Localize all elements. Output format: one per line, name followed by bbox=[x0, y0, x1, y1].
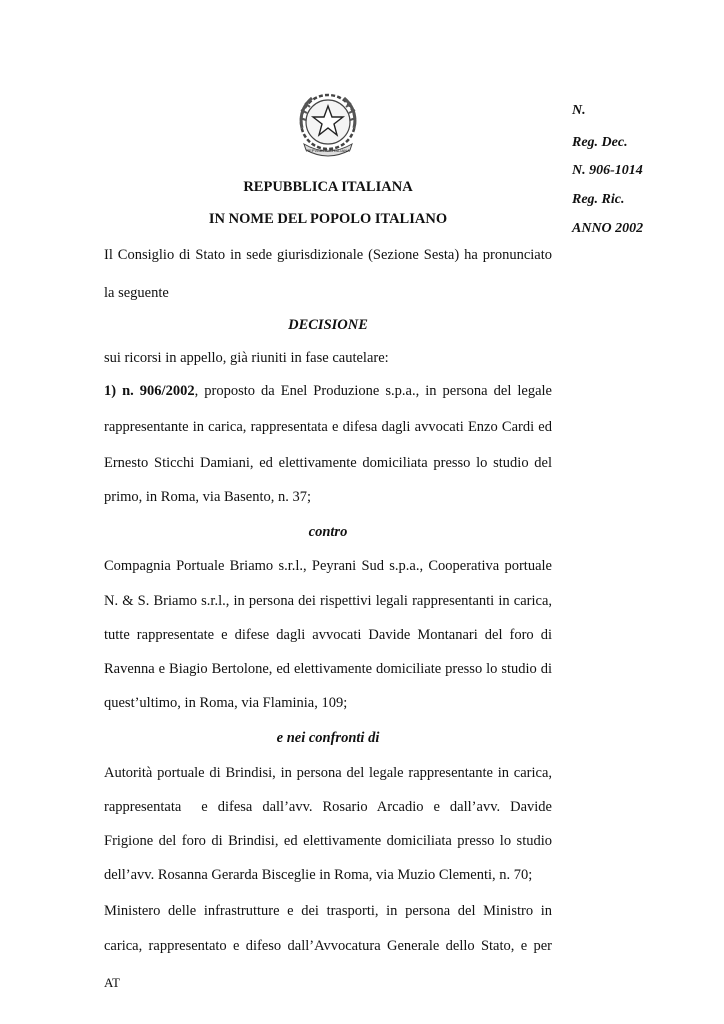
autorita-line-2: rappresentata e difesa dall’avv. Rosario Arcadio e dall’avv. Davide bbox=[104, 799, 552, 815]
decisione-heading: DECISIONE bbox=[288, 317, 368, 333]
intro-line-2: la seguente bbox=[104, 285, 169, 301]
ministero-line-1: Ministero delle infrastrutture e dei trasporti, in persona del Ministro in bbox=[104, 903, 552, 919]
contro-line-2: N. & S. Briamo s.r.l., in persona dei rispettivi legali rappresentanti in carica, bbox=[104, 593, 552, 609]
contro-line-5: quest’ultimo, in Roma, via Flaminia, 109; bbox=[104, 695, 348, 711]
ricorsi-line: sui ricorsi in appello, già riuniti in fase cautelare: bbox=[104, 350, 389, 366]
autorita-line-3: Frigione del foro di Brindisi, ed elettivamente domiciliata presso lo studio bbox=[104, 833, 552, 849]
autorita-line-1: Autorità portuale di Brindisi, in persona del legale rappresentante in carica, bbox=[104, 765, 552, 781]
item1-line-2: rappresentante in carica, rappresentata e difesa dagli avvocati Enzo Cardi ed bbox=[104, 419, 552, 435]
sidebar-reg-ric: Reg. Ric. bbox=[572, 192, 625, 207]
sidebar-anno: ANNO 2002 bbox=[572, 221, 644, 236]
svg-text:REPVBBLICA ITALIANA: REPVBBLICA ITALIANA bbox=[306, 148, 350, 153]
ministero-line-2: carica, rappresentato e difeso dall’Avvocatura Generale dello Stato, e per bbox=[104, 938, 552, 954]
footer-initials: AT bbox=[104, 975, 120, 990]
contro-line-3: tutte rappresentate e difese dagli avvocati Davide Montanari del foro di bbox=[104, 627, 552, 643]
header-subtitle: IN NOME DEL POPOLO ITALIANO bbox=[208, 211, 448, 227]
nei-confronti-heading: e nei confronti di bbox=[276, 730, 380, 746]
contro-line-1: Compagnia Portuale Briamo s.r.l., Peyrani Sud s.p.a., Cooperativa portuale bbox=[104, 558, 552, 574]
sidebar-reg-dec: Reg. Dec. bbox=[572, 135, 628, 150]
intro-line-1: Il Consiglio di Stato in sede giurisdizionale (Sezione Sesta) ha pronunciato bbox=[104, 247, 552, 263]
autorita-line-4: dell’avv. Rosanna Gerarda Bisceglie in Roma, via Muzio Clementi, n. 70; bbox=[104, 867, 533, 883]
contro-line-4: Ravenna e Biagio Bertolone, ed elettivamente domiciliate presso lo studio di bbox=[104, 661, 552, 677]
item1-line-4: primo, in Roma, via Basento, n. 37; bbox=[104, 489, 312, 505]
item1-line-3: Ernesto Sticchi Damiani, ed elettivamente domiciliata presso lo studio del bbox=[104, 455, 552, 471]
italian-republic-emblem-icon bbox=[288, 88, 368, 160]
sidebar-n-label: N. bbox=[572, 103, 586, 118]
sidebar-n-number: N. 906-1014 bbox=[572, 163, 643, 178]
item1-text: , proposto da Enel Produzione s.p.a., in persona del legale bbox=[194, 383, 552, 399]
item1-number: 1) n. 906/2002 bbox=[104, 383, 195, 399]
item1-line-1 bbox=[104, 382, 552, 400]
header-title: REPUBBLICA ITALIANA bbox=[243, 179, 413, 195]
contro-heading: contro bbox=[308, 524, 348, 540]
